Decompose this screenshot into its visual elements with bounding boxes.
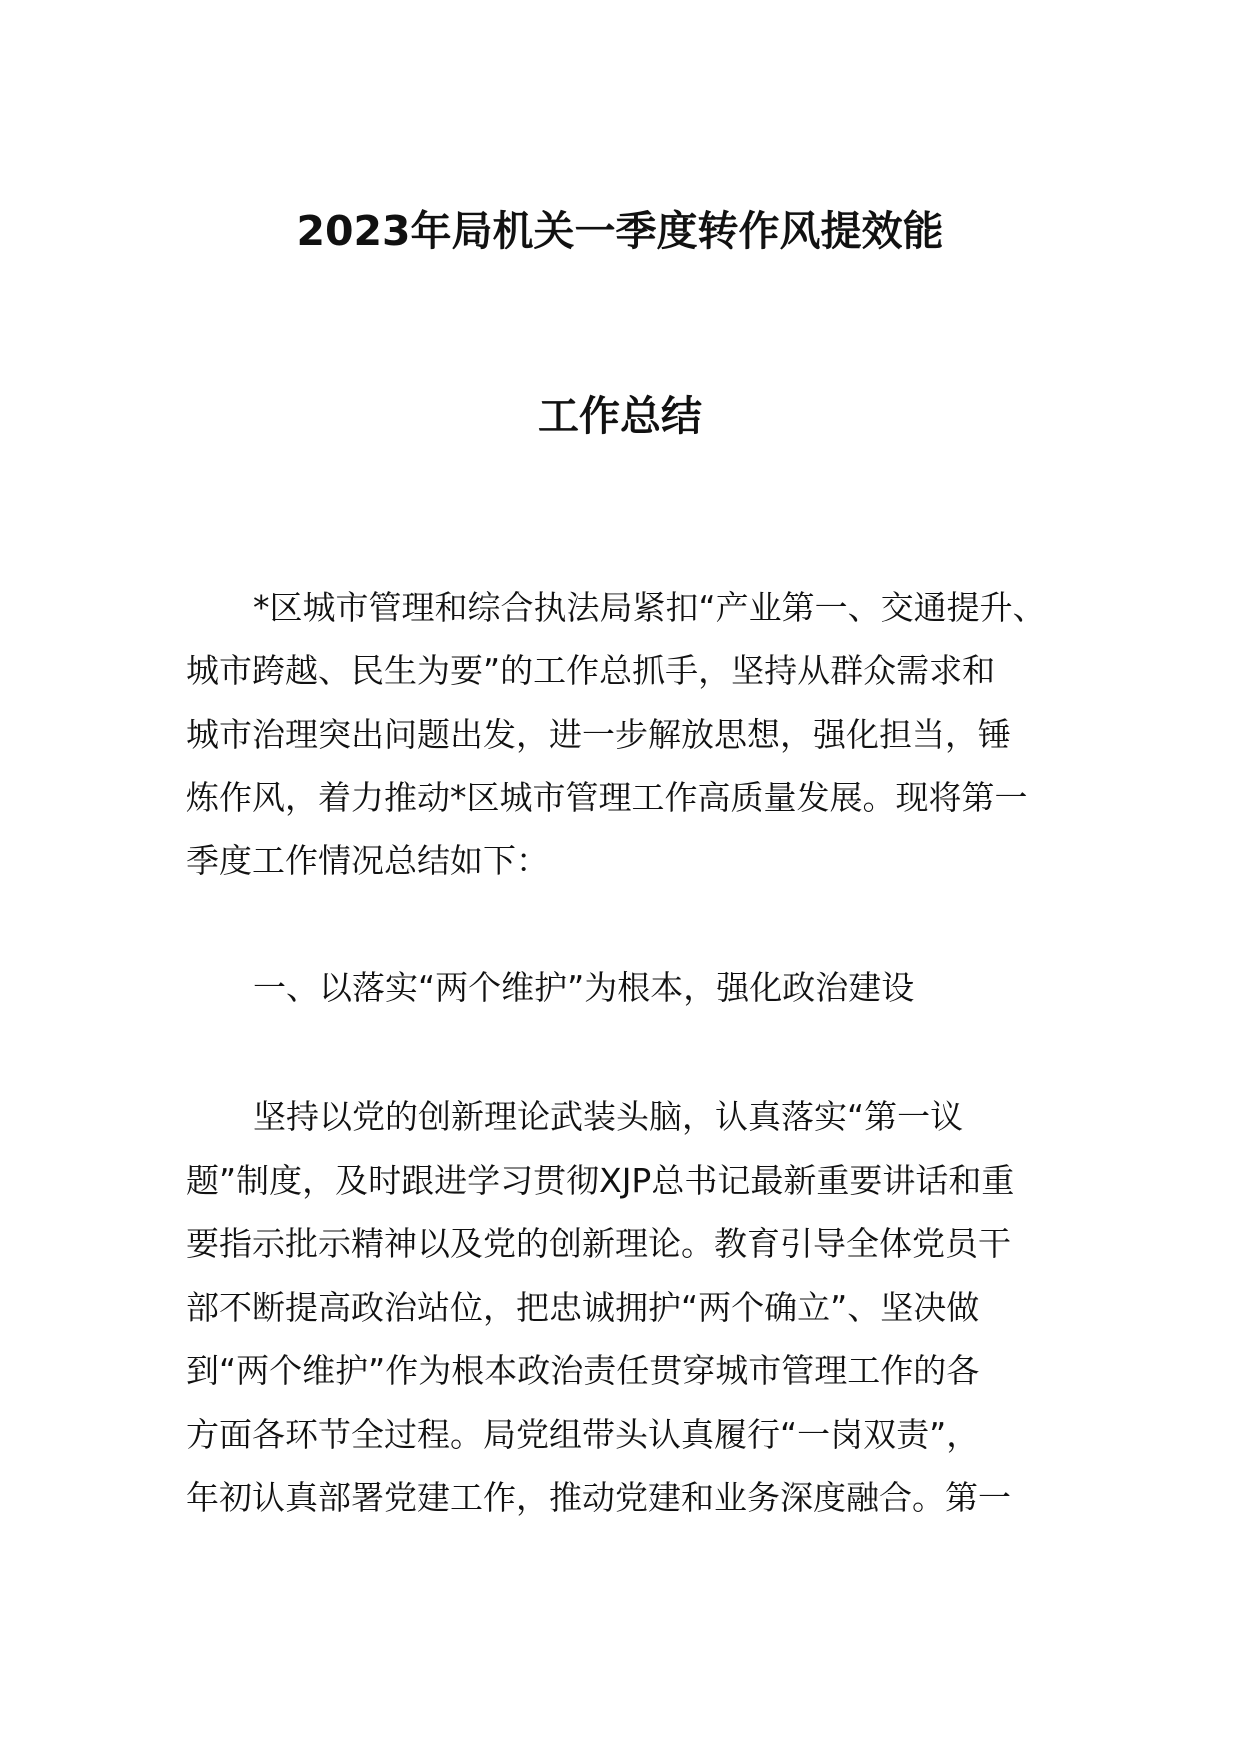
- document-title-line-2: 工作总结: [538, 392, 702, 440]
- paragraph-line: 到“两个维护”作为根本政治责任贯穿城市管理工作的各: [186, 1351, 980, 1390]
- paragraph-line: 季度工作情况总结如下：: [186, 841, 549, 880]
- section-heading: 一、以落实“两个维护”为根本，强化政治建设: [253, 968, 915, 1007]
- paragraph-line: 部不断提高政治站位，把忠诚拥护“两个确立”、坚决做: [186, 1288, 980, 1327]
- paragraph-line: 要指示批示精神以及党的创新理论。教育引导全体党员干: [186, 1224, 1011, 1263]
- paragraph-line: *区城市管理和综合执法局紧扣“产业第一、交通提升、: [253, 588, 1046, 627]
- paragraph-line: 城市治理突出问题出发，进一步解放思想，强化担当，锤: [186, 715, 1011, 754]
- paragraph-line: 年初认真部署党建工作，推动党建和业务深度融合。第一: [186, 1478, 1011, 1517]
- paragraph-line: 方面各环节全过程。局党组带头认真履行“一岗双责”，: [186, 1415, 980, 1454]
- paragraph-line: 坚持以党的创新理论武装头脑，认真落实“第一议: [253, 1097, 964, 1136]
- paragraph-line: 题”制度，及时跟进学习贯彻XJP总书记最新重要讲话和重: [186, 1161, 1015, 1200]
- document-title-line-1: 2023年局机关一季度转作风提效能: [296, 207, 944, 255]
- paragraph-line: 炼作风，着力推动*区城市管理工作高质量发展。现将第一: [186, 778, 1028, 817]
- paragraph-line: 城市跨越、民生为要”的工作总抓手，坚持从群众需求和: [186, 651, 996, 690]
